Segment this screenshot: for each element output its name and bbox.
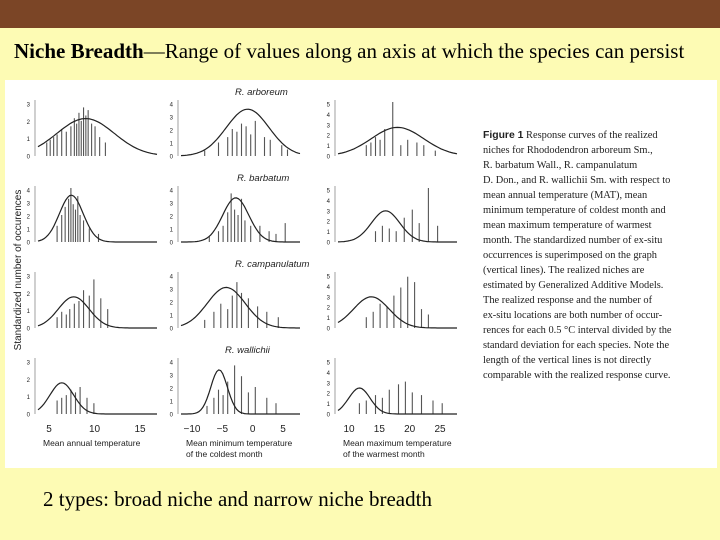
y-tick-label: 5	[326, 188, 330, 195]
y-tick-label: 3	[26, 201, 30, 208]
response-curve	[181, 370, 300, 414]
x-tick-label: 15	[373, 424, 385, 435]
y-tick-label: 5	[326, 102, 330, 109]
caption-line: Response curves of the realized	[526, 130, 658, 141]
x-axis-label: of the warmest month	[343, 449, 425, 459]
y-tick-label: 3	[326, 209, 330, 216]
title-bar	[0, 0, 720, 28]
x-tick-label: −10	[183, 424, 201, 435]
y-tick-label: 3	[326, 381, 330, 388]
species-label: R. campanulatum	[235, 259, 310, 270]
y-tick-label: 2	[326, 305, 330, 312]
title-definition: —Range of values along an axis at which the species can persist	[143, 39, 685, 63]
y-tick-label: 2	[169, 128, 173, 135]
x-tick-label: 15	[134, 424, 146, 435]
y-tick-label: 0	[326, 326, 330, 333]
caption-line: mean annual temperature (MAT), mean	[483, 190, 648, 201]
y-tick-label: 4	[169, 360, 173, 367]
y-tick-label: 5	[326, 360, 330, 367]
caption-line: comparable with the realized response curve.	[483, 370, 671, 381]
x-axis-label: Mean annual temperature	[43, 438, 141, 448]
y-tick-label: 4	[26, 188, 30, 195]
x-tick-label: 10	[88, 424, 101, 435]
caption-line: standard deviation for each species. Note the	[483, 340, 670, 351]
caption-line: (vertical lines). The realized niches are	[483, 265, 645, 276]
x-axis-label: of the coldest month	[186, 449, 263, 459]
caption-line: length of the vertical lines is not directly	[483, 355, 652, 366]
y-tick-label: 4	[326, 284, 330, 291]
y-tick-label: 0	[169, 326, 173, 333]
x-tick-label: 0	[249, 424, 256, 435]
y-tick-label: 2	[326, 391, 330, 398]
caption-line: estimated by Generalized Additive Models.	[483, 280, 664, 291]
response-curve	[181, 198, 300, 242]
caption-line: niches for Rhododendron arboreum Sm.,	[483, 145, 653, 156]
y-tick-label: 2	[26, 377, 30, 384]
y-tick-label: 3	[326, 295, 330, 302]
y-tick-label: 3	[326, 123, 330, 130]
y-tick-label: 0	[326, 412, 330, 419]
y-tick-label: 2	[169, 300, 173, 307]
y-tick-label: 3	[169, 287, 173, 294]
footer-note: 2 types: broad niche and narrow niche breadth	[43, 487, 432, 511]
caption-line: ex-situ locations are both number of occur-	[483, 310, 663, 321]
y-tick-label: 4	[169, 274, 173, 281]
y-tick-label: 0	[169, 240, 173, 247]
response-curve	[38, 119, 157, 155]
y-tick-label: 2	[26, 291, 30, 298]
response-curve	[38, 297, 157, 328]
x-tick-label: 5	[46, 424, 52, 435]
y-tick-label: 2	[169, 214, 173, 221]
y-tick-label: 4	[326, 112, 330, 119]
x-tick-label: 25	[434, 424, 446, 435]
response-curve	[181, 287, 300, 328]
caption-figure-label: Figure 1	[483, 130, 524, 141]
y-tick-label: 1	[26, 137, 30, 144]
response-curve	[338, 211, 457, 242]
response-curve	[338, 297, 457, 328]
y-tick-label: 2	[326, 219, 330, 226]
y-tick-label: 3	[169, 373, 173, 380]
y-tick-label: 0	[169, 412, 173, 419]
y-tick-label: 3	[26, 360, 30, 367]
y-tick-label: 1	[169, 313, 173, 320]
y-tick-label: 0	[26, 412, 30, 419]
y-tick-label: 1	[326, 316, 330, 323]
caption-line: occurrences is superimposed on the graph	[483, 250, 657, 261]
y-tick-label: 0	[26, 240, 30, 247]
y-tick-label: 4	[326, 198, 330, 205]
y-tick-label: 1	[169, 399, 173, 406]
y-tick-label: 3	[26, 274, 30, 281]
x-axis-label: Mean maximum temperature	[343, 438, 452, 448]
y-tick-label: 1	[326, 402, 330, 409]
x-axis-label: Mean minimum temperature	[186, 438, 293, 448]
y-tick-label: 3	[26, 102, 30, 109]
y-tick-label: 1	[26, 227, 30, 234]
y-tick-label: 1	[169, 227, 173, 234]
response-curve	[38, 383, 157, 414]
species-label: R. arboreum	[235, 87, 288, 98]
y-axis-label: Standardized number of occurences	[13, 189, 24, 351]
y-tick-label: 0	[326, 154, 330, 161]
y-tick-label: 0	[26, 326, 30, 333]
y-tick-label: 2	[26, 119, 30, 126]
y-tick-label: 2	[169, 386, 173, 393]
species-label: R. barbatum	[237, 173, 290, 184]
y-tick-label: 0	[326, 240, 330, 247]
y-tick-label: 1	[26, 395, 30, 402]
title-term: Niche Breadth	[14, 39, 144, 63]
y-tick-label: 1	[26, 309, 30, 316]
species-label: R. wallichii	[225, 345, 270, 356]
y-tick-label: 4	[169, 188, 173, 195]
caption-line: rences for each 0.5 °C interval divided by the	[483, 325, 672, 336]
y-tick-label: 4	[169, 102, 173, 109]
caption-line: D. Don., and R. wallichii Sm. with respect to	[483, 175, 671, 186]
caption-line: minimum temperature of coldest month and	[483, 205, 666, 216]
response-curve	[338, 388, 457, 414]
caption-line: The realized response and the number of	[483, 295, 653, 306]
caption-line: R. barbatum Wall., R. campanulatum	[483, 160, 638, 171]
x-tick-label: −5	[216, 424, 229, 435]
figure-caption	[483, 128, 712, 383]
response-curve	[38, 195, 157, 242]
y-tick-label: 1	[326, 230, 330, 237]
caption-line: mean maximum temperature of warmest	[483, 220, 652, 231]
x-tick-label: 10	[343, 424, 355, 435]
y-tick-label: 1	[326, 144, 330, 151]
y-tick-label: 2	[26, 214, 30, 221]
x-tick-label: 20	[404, 424, 416, 435]
caption-line: month. The standardized number of ex-situ	[483, 235, 663, 246]
y-tick-label: 1	[169, 141, 173, 148]
y-tick-label: 0	[169, 154, 173, 161]
y-tick-label: 5	[326, 274, 330, 281]
response-curve	[338, 127, 457, 153]
y-tick-label: 2	[326, 133, 330, 140]
y-tick-label: 3	[169, 201, 173, 208]
x-tick-label: 5	[280, 424, 286, 435]
y-tick-label: 3	[169, 115, 173, 122]
y-tick-label: 0	[26, 154, 30, 161]
slide-title	[14, 38, 714, 64]
y-tick-label: 4	[326, 370, 330, 377]
